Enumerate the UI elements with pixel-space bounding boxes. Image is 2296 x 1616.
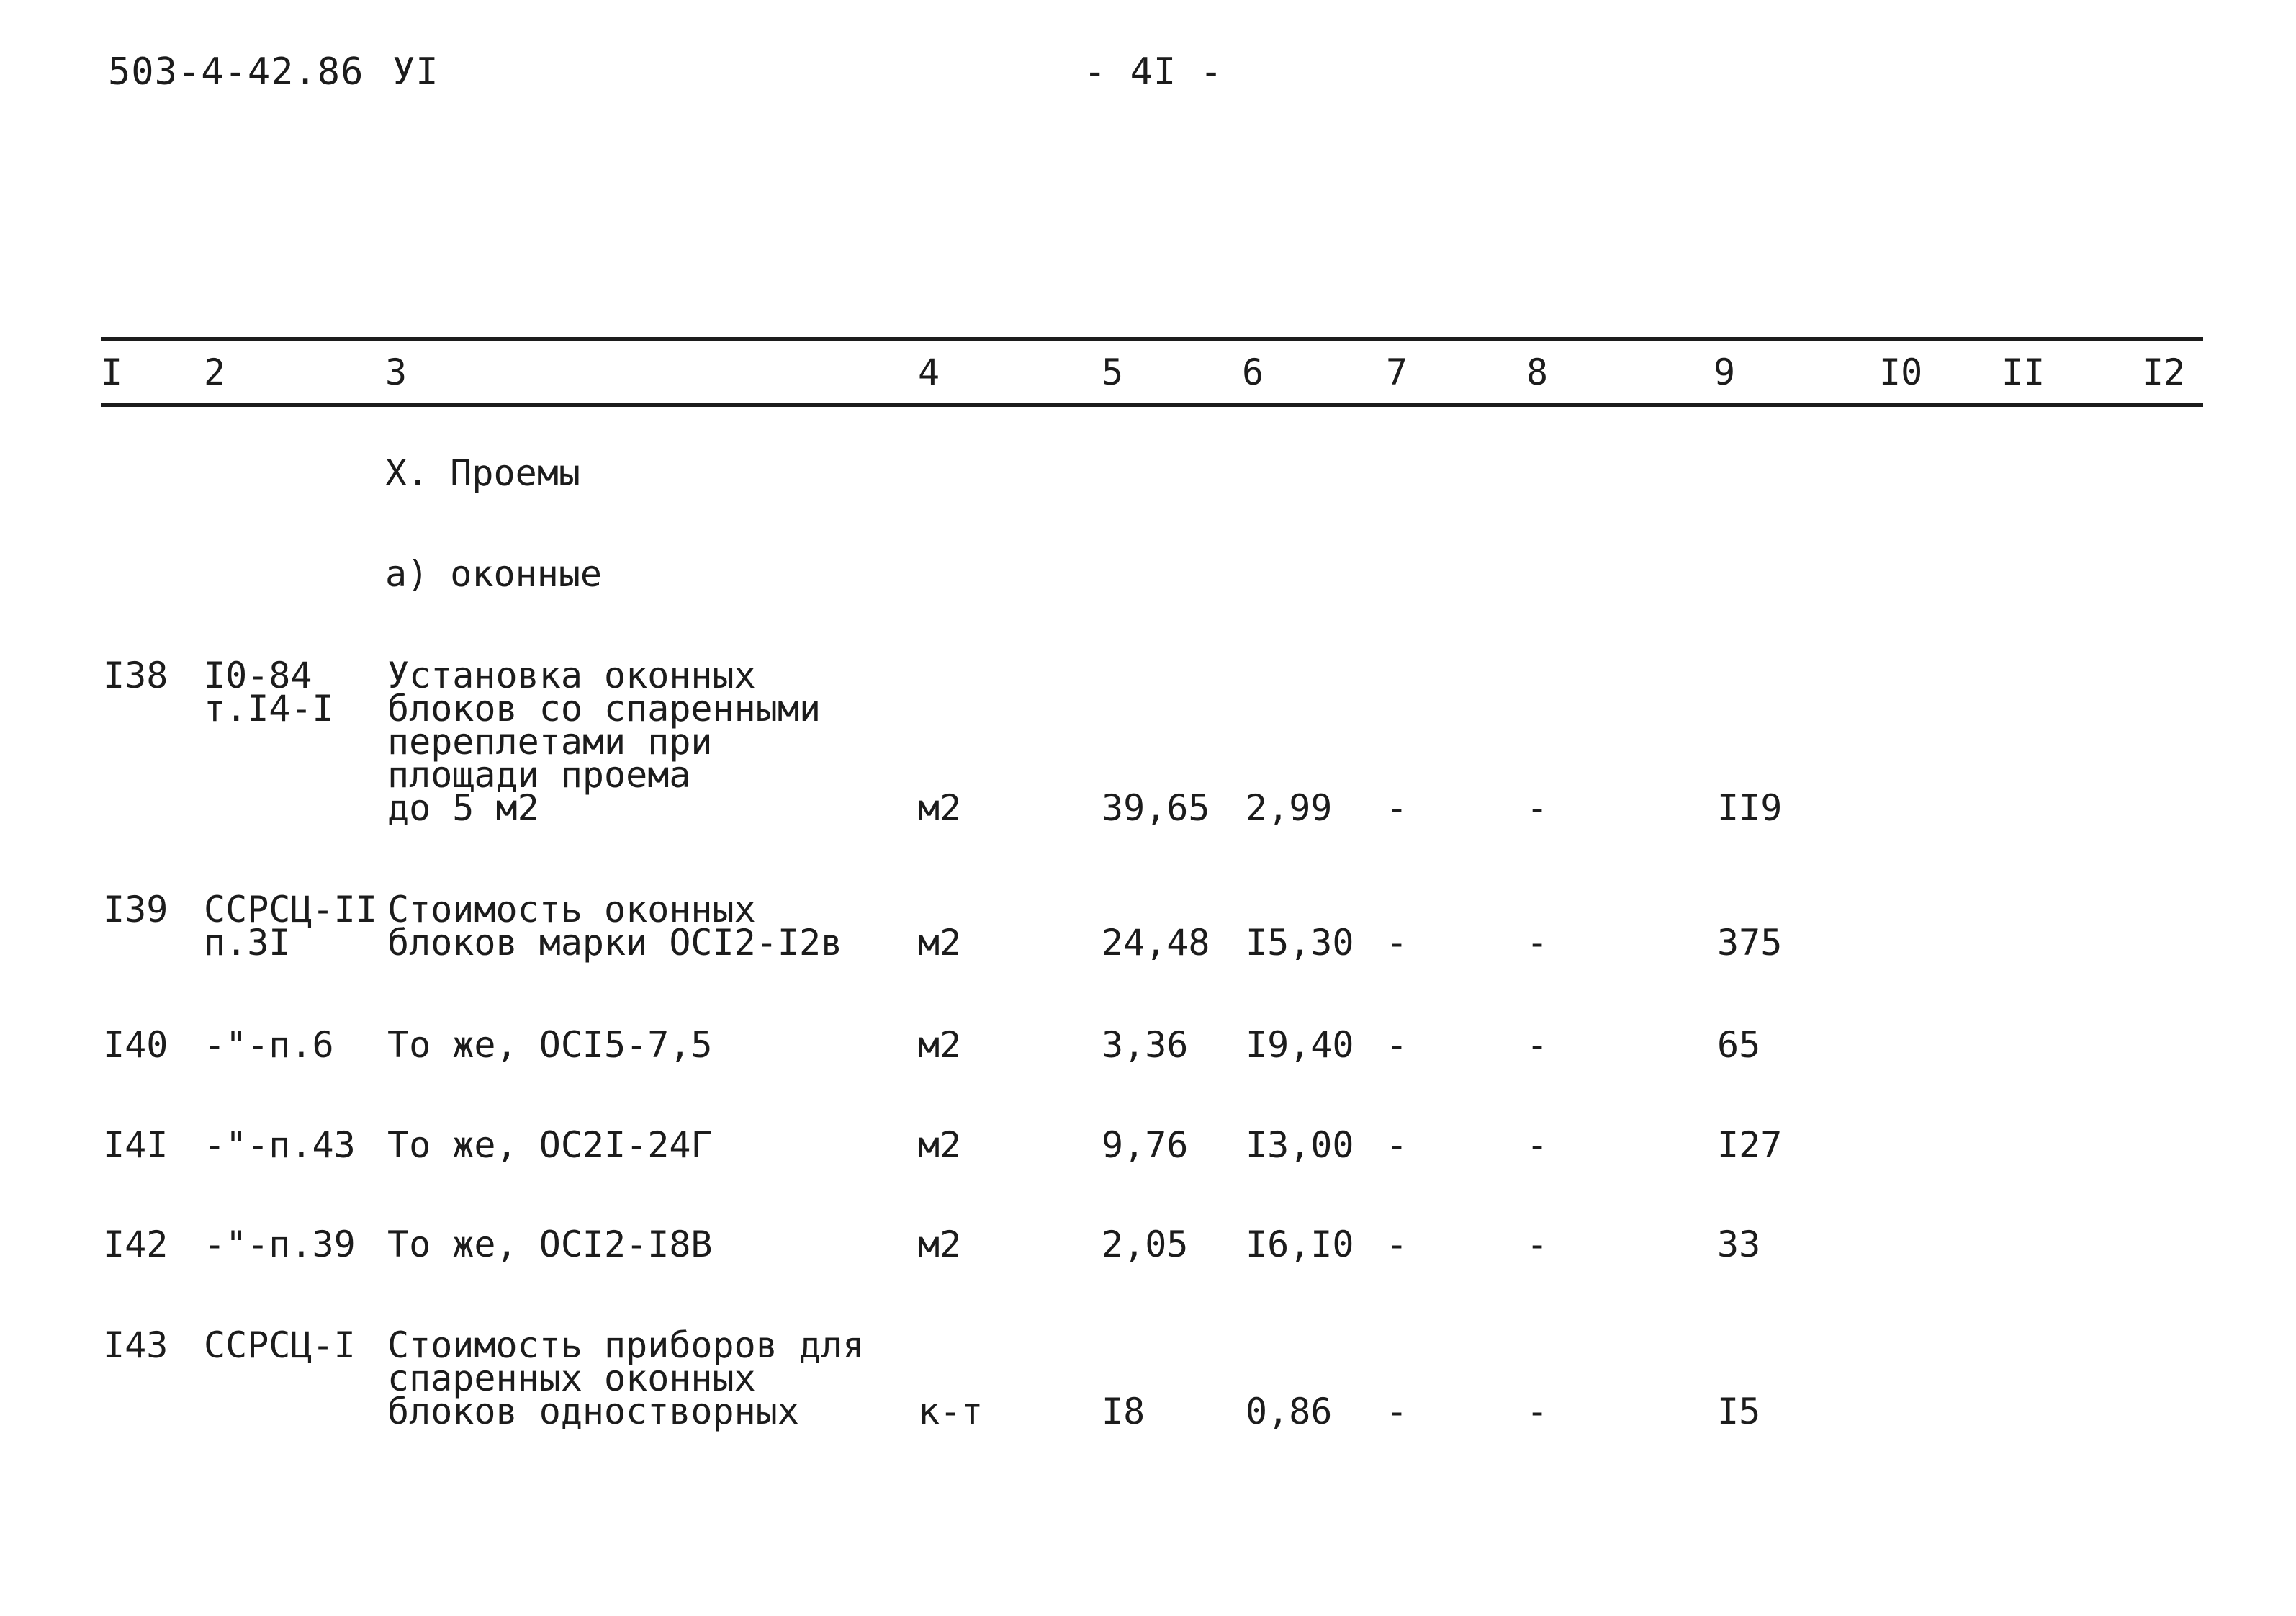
row-description-line: блоков одностворных [387, 1391, 799, 1432]
row-description-line: Стоимость приборов для [387, 1324, 865, 1366]
row-total: 33 [1717, 1224, 1761, 1265]
row-description-line: блоков со спаренными [387, 688, 821, 730]
row-col8: - [1526, 1024, 1549, 1066]
row-number: I4I [103, 1124, 168, 1166]
table-header-rule [101, 403, 2203, 407]
row-unit-price: I3,00 [1246, 1124, 1354, 1166]
row-unit: м2 [918, 922, 962, 964]
column-number: I2 [2142, 351, 2186, 393]
column-number: 9 [1714, 351, 1736, 393]
row-col8: - [1526, 1391, 1549, 1432]
row-quantity: 3,36 [1102, 1024, 1189, 1066]
document-code: 503-4-42.86 [108, 50, 364, 94]
row-col8: - [1526, 1224, 1549, 1265]
row-col7: - [1386, 1124, 1408, 1166]
subsection-title: а) оконные [385, 553, 603, 595]
column-number: 2 [204, 351, 226, 393]
row-total: II9 [1717, 787, 1783, 829]
row-unit-price: I5,30 [1246, 922, 1354, 964]
column-number: 6 [1242, 351, 1264, 393]
row-description-line: до 5 м2 [387, 787, 539, 829]
row-col7: - [1386, 1224, 1408, 1265]
row-quantity: 24,48 [1102, 922, 1210, 964]
page-number: - 4I - [1084, 50, 1223, 94]
row-description-line: спаренных оконных [387, 1357, 756, 1399]
row-col7: - [1386, 787, 1408, 829]
row-total: 65 [1717, 1024, 1761, 1066]
row-code-line: ССРСЦ-I [204, 1324, 356, 1366]
column-number: I [101, 351, 123, 393]
row-code-line: п.3I [204, 922, 291, 964]
row-description-line: Стоимость оконных [387, 889, 756, 930]
row-total: 375 [1717, 922, 1783, 964]
row-unit-price: 2,99 [1246, 787, 1333, 829]
column-number: 5 [1102, 351, 1124, 393]
row-code-line: I0-84 [204, 655, 312, 696]
row-unit: м2 [918, 787, 962, 829]
section-title: X. Проемы [385, 452, 580, 494]
row-total: I5 [1717, 1391, 1761, 1432]
table-top-rule [101, 337, 2203, 341]
row-description-line: То же, ОСI2-I8В [387, 1224, 713, 1265]
row-number: I40 [103, 1024, 168, 1066]
row-col8: - [1526, 1124, 1549, 1166]
row-unit-price: I9,40 [1246, 1024, 1354, 1066]
row-description-line: площади проема [387, 754, 691, 796]
row-code-line: -"-п.43 [204, 1124, 356, 1166]
row-code-line: -"-п.39 [204, 1224, 356, 1265]
row-number: I39 [103, 889, 168, 930]
row-col8: - [1526, 922, 1549, 964]
row-quantity: 2,05 [1102, 1224, 1189, 1265]
column-number: 7 [1386, 351, 1408, 393]
column-number: II [2002, 351, 2045, 393]
row-unit: м2 [918, 1024, 962, 1066]
row-total: I27 [1717, 1124, 1783, 1166]
row-quantity: 39,65 [1102, 787, 1210, 829]
row-description-line: То же, ОСI5-7,5 [387, 1024, 713, 1066]
row-col7: - [1386, 1024, 1408, 1066]
row-unit-price: 0,86 [1246, 1391, 1333, 1432]
row-description-line: Установка оконных [387, 655, 756, 696]
row-quantity: 9,76 [1102, 1124, 1189, 1166]
row-quantity: I8 [1102, 1391, 1145, 1432]
column-number: I0 [1879, 351, 1923, 393]
row-col7: - [1386, 922, 1408, 964]
column-number: 3 [385, 351, 408, 393]
row-unit: к-т [918, 1391, 983, 1432]
row-col7: - [1386, 1391, 1408, 1432]
column-number: 8 [1526, 351, 1549, 393]
row-unit: м2 [918, 1124, 962, 1166]
row-code-line: ССРСЦ-II [204, 889, 377, 930]
row-number: I38 [103, 655, 168, 696]
row-code-line: -"-п.6 [204, 1024, 334, 1066]
row-number: I43 [103, 1324, 168, 1366]
row-unit-price: I6,I0 [1246, 1224, 1354, 1265]
row-description-line: блоков марки ОСI2-I2в [387, 922, 843, 964]
row-description-line: переплетами при [387, 721, 713, 763]
row-unit: м2 [918, 1224, 962, 1265]
row-col8: - [1526, 787, 1549, 829]
row-number: I42 [103, 1224, 168, 1265]
row-description-line: То же, ОС2I-24Г [387, 1124, 713, 1166]
section-roman-number: УI [392, 50, 439, 94]
row-code-line: т.I4-I [204, 688, 334, 730]
column-number: 4 [918, 351, 940, 393]
